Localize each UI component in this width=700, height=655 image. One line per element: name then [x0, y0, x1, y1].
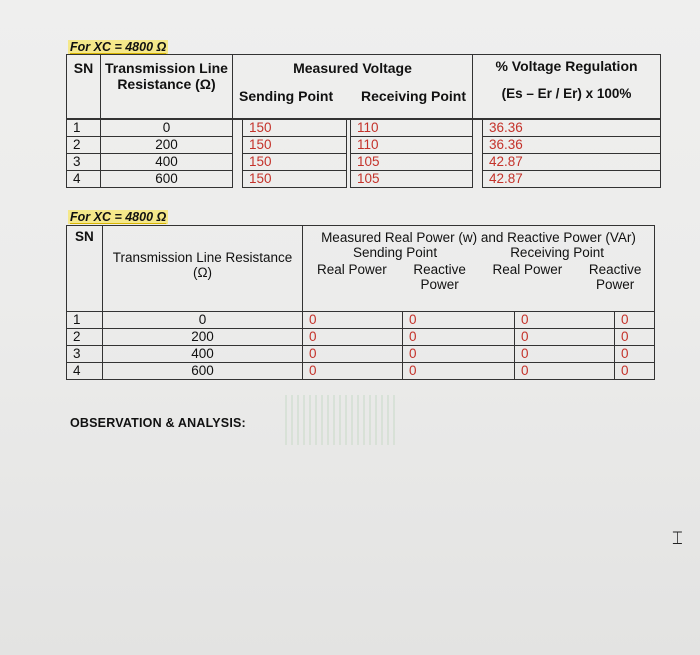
receiving-point-header: Receiving Point — [360, 88, 467, 104]
receiving-voltage-cell: 110 — [351, 120, 473, 137]
regulation-label: % Voltage Regulation — [495, 58, 638, 74]
r-reactive-power-header: Reactive Power — [588, 262, 642, 292]
gap-cell — [233, 137, 243, 154]
receiving-reactive-power-cell: 0 — [615, 312, 655, 329]
table2-caption: For XC = 4800 Ω — [70, 210, 167, 224]
r-real-power-header: Real Power — [492, 262, 563, 277]
sn-cell: 3 — [67, 154, 101, 171]
receiving-reactive-power-cell: 0 — [615, 363, 655, 380]
resistance-cell: 0 — [101, 120, 233, 137]
sending-real-power-cell: 0 — [303, 312, 403, 329]
gap-cell — [473, 154, 483, 171]
receiving-point-header-2: Receiving Point — [510, 245, 604, 260]
receiving-reactive-power-cell: 0 — [615, 346, 655, 363]
resistance-cell: 200 — [103, 329, 303, 346]
text-cursor-icon: ⌶ — [672, 528, 683, 549]
voltage-table-row — [67, 137, 661, 154]
resistance-header-2: Transmission Line Resistance (Ω) — [103, 226, 303, 312]
resistance-cell: 400 — [101, 154, 233, 171]
measured-power-label: Measured Real Power (w) and Reactive Power (VAr) — [321, 230, 636, 245]
sending-real-power-cell: 0 — [303, 329, 403, 346]
regulation-header — [473, 55, 661, 119]
gap-cell — [233, 120, 243, 137]
receiving-real-power-cell: 0 — [515, 346, 615, 363]
regulation-cell: 36.36 — [483, 137, 661, 154]
sending-point-header-2: Sending Point — [353, 245, 438, 260]
sn-cell: 2 — [67, 137, 101, 154]
sending-voltage-cell: 150 — [243, 171, 347, 188]
sn-cell: 4 — [67, 363, 103, 380]
power-table-row — [67, 363, 655, 380]
regulation-formula: (Es – Er / Er) x 100% — [501, 86, 632, 101]
sending-point-header: Sending Point — [239, 88, 334, 104]
receiving-voltage-cell: 105 — [351, 171, 473, 188]
regulation-cell: 42.87 — [483, 154, 661, 171]
voltage-table-row — [67, 154, 661, 171]
measured-voltage-label: Measured Voltage — [293, 60, 412, 76]
gap-cell — [473, 120, 483, 137]
s-reactive-power-header: Reactive Power — [413, 262, 466, 292]
resistance-cell: 200 — [101, 137, 233, 154]
resistance-cell: 600 — [101, 171, 233, 188]
gap-cell — [233, 154, 243, 171]
resistance-cell: 0 — [103, 312, 303, 329]
gap-cell — [473, 137, 483, 154]
power-table — [66, 225, 655, 380]
receiving-voltage-cell: 110 — [351, 137, 473, 154]
voltage-table-row — [67, 171, 661, 188]
power-table-row — [67, 329, 655, 346]
measured-voltage-header — [233, 55, 473, 119]
sn-cell: 2 — [67, 329, 103, 346]
sending-voltage-cell: 150 — [243, 154, 347, 171]
sending-real-power-cell: 0 — [303, 363, 403, 380]
sending-reactive-power-cell: 0 — [403, 346, 515, 363]
sending-reactive-power-cell: 0 — [403, 312, 515, 329]
voltage-table — [66, 54, 661, 188]
power-table-row — [67, 312, 655, 329]
regulation-cell: 36.36 — [483, 120, 661, 137]
resistance-cell: 400 — [103, 346, 303, 363]
table1-caption: For XC = 4800 Ω — [70, 40, 167, 54]
gap-cell — [473, 171, 483, 188]
sn-header-2: SN — [67, 226, 103, 312]
voltage-table-row — [67, 120, 661, 137]
sending-reactive-power-cell: 0 — [403, 363, 515, 380]
paper-shadow — [285, 395, 395, 445]
measured-power-header — [303, 226, 655, 312]
sending-voltage-cell: 150 — [243, 137, 347, 154]
receiving-reactive-power-cell: 0 — [615, 329, 655, 346]
receiving-real-power-cell: 0 — [515, 363, 615, 380]
sn-header: SN — [67, 55, 101, 119]
power-table-row — [67, 346, 655, 363]
s-real-power-header: Real Power — [316, 262, 387, 277]
receiving-real-power-cell: 0 — [515, 329, 615, 346]
sn-cell: 3 — [67, 346, 103, 363]
regulation-cell: 42.87 — [483, 171, 661, 188]
observation-heading: OBSERVATION & ANALYSIS: — [70, 416, 246, 430]
sn-cell: 1 — [67, 120, 101, 137]
receiving-real-power-cell: 0 — [515, 312, 615, 329]
receiving-voltage-cell: 105 — [351, 154, 473, 171]
gap-cell — [233, 171, 243, 188]
resistance-cell: 600 — [103, 363, 303, 380]
sending-voltage-cell: 150 — [243, 120, 347, 137]
sending-real-power-cell: 0 — [303, 346, 403, 363]
sn-cell: 4 — [67, 171, 101, 188]
sn-cell: 1 — [67, 312, 103, 329]
sending-reactive-power-cell: 0 — [403, 329, 515, 346]
resistance-header: Transmission Line Resistance (Ω) — [101, 55, 233, 119]
